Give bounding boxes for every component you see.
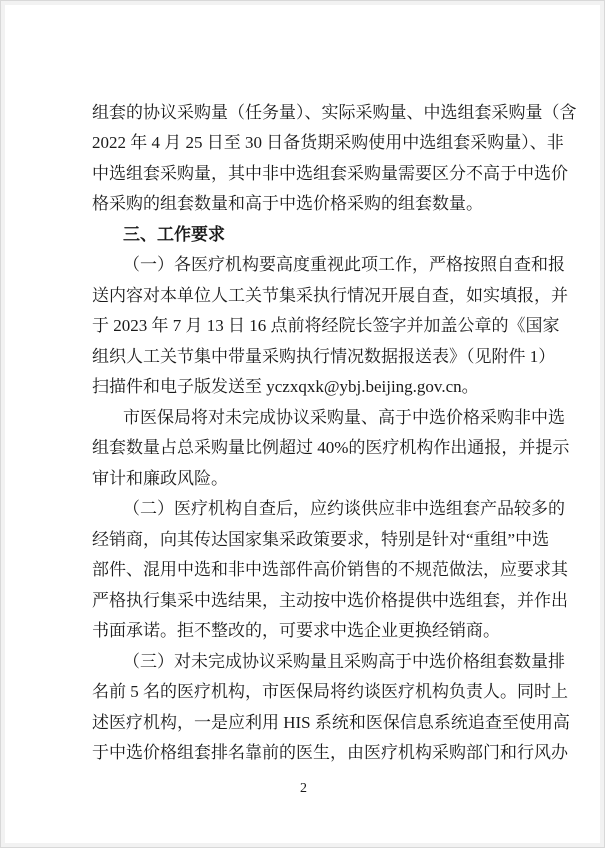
text-line: 组套的协议采购量（任务量）、实际采购量、中选组套采购量（含 (92, 103, 577, 122)
text-line: 严格执行集采中选结果，主动按中选价格提供中选组套，并作出 (92, 591, 568, 610)
text-line: 市医保局将对未完成协议采购量、高于中选价格采购非中选 (123, 408, 565, 427)
text-line: （一）各医疗机构要高度重视此项工作，严格按照自查和报 (123, 255, 565, 274)
text-line: 送内容对本单位人工关节集采执行情况开展自查，如实填报，并 (92, 286, 568, 305)
text-line: （三）对未完成协议采购量且采购高于中选价格组套数量排 (123, 652, 565, 671)
text-line: （二）医疗机构自查后，应约谈供应非中选组套产品较多的 (123, 499, 565, 518)
text-line: 于中选价格组套排名靠前的医生，由医疗机构采购部门和行风办 (92, 743, 568, 762)
text-line: 经销商，向其传达国家集采政策要求，特别是针对“重组”中选 (92, 530, 550, 549)
section-heading: 三、工作要求 (123, 225, 225, 244)
text-line: 审计和廉政风险。 (92, 469, 228, 488)
text-line: 格采购的组套数量和高于中选价格采购的组套数量。 (92, 194, 483, 213)
text-line: 扫描件和电子版发送至 yczxqxk@ybj.beijing.gov.cn。 (92, 377, 479, 396)
text-line: 述医疗机构，一是应利用 HIS 系统和医保信息系统追查至使用高 (92, 713, 570, 732)
page-number: 2 (300, 781, 307, 796)
text-line: 部件、混用中选和非中选部件高价销售的不规范做法，应要求其 (92, 560, 568, 579)
text-line: 组织人工关节集中带量采购执行情况数据报送表》（见附件 1） (92, 347, 556, 366)
text-line: 书面承诺。拒不整改的，可要求中选企业更换经销商。 (92, 621, 500, 640)
text-line: 名前 5 名的医疗机构，市医保局将约谈医疗机构负责人。同时上 (92, 682, 568, 701)
text-line: 组套数量占总采购量比例超过 40%的医疗机构作出通报，并提示 (92, 438, 570, 457)
text-line: 2022 年 4 月 25 日至 30 日备货期采购使用中选组套采购量）、非 (92, 133, 564, 152)
text-line: 中选组套采购量，其中非中选组套采购量需要区分不高于中选价 (92, 164, 568, 183)
text-line: 于 2023 年 7 月 13 日 16 点前将经院长签字并加盖公章的《国家 (92, 316, 560, 335)
